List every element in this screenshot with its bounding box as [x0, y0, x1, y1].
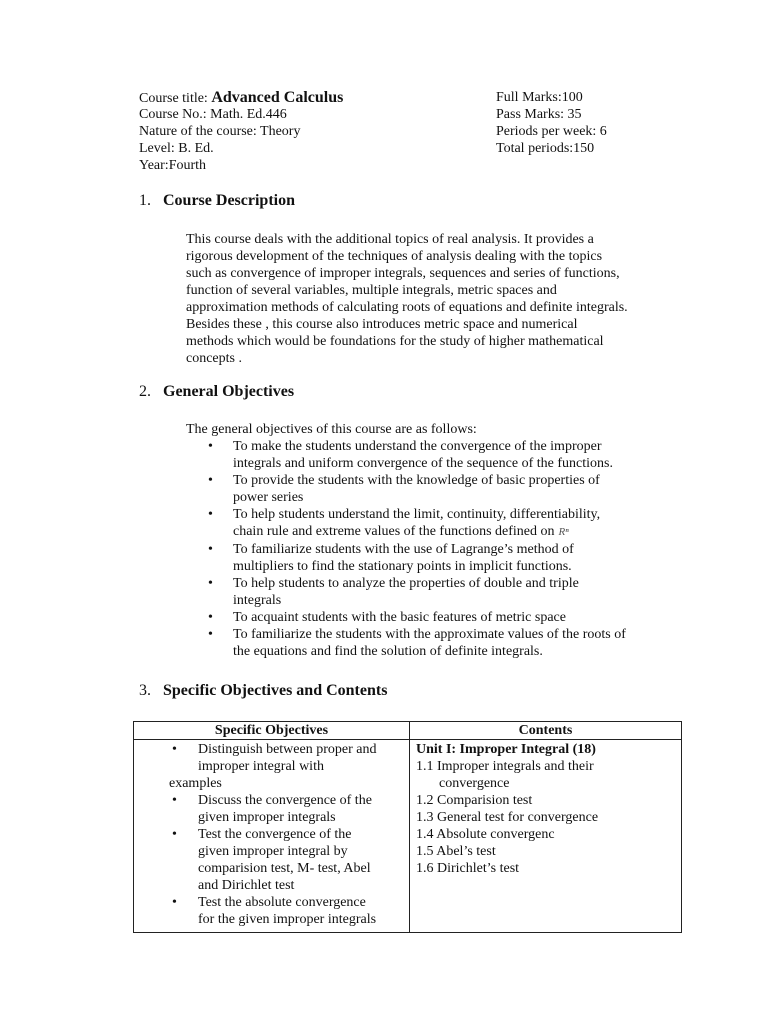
section-number: 2.: [139, 383, 151, 400]
rn-symbol: Rⁿ: [558, 526, 569, 538]
description-line: This course deals with the additional topics of real analysis. It provides a: [186, 232, 594, 247]
periods-per-week: Periods per week: 6: [496, 124, 607, 139]
list-item: • Discuss the convergence of the given improper integrals: [134, 792, 409, 826]
course-info-right: [496, 89, 736, 157]
list-item: • To help students understand the limit, continuity, differentiability, chain rule and extreme values of the functions defined on Rⁿ: [186, 506, 686, 541]
course-title: Advanced Calculus: [211, 89, 344, 106]
list-item: • To help students to analyze the properties of double and triple integrals: [186, 575, 686, 609]
section-title: Course Description: [163, 192, 295, 209]
description-line: function of several variables, multiple integrals, metric spaces and: [186, 283, 557, 298]
total-periods: Total periods:150: [496, 141, 595, 156]
list-item: • Test the absolute convergence for the given improper integrals: [134, 894, 409, 928]
table-row: [134, 740, 682, 933]
content-item: 1.3 General test for convergence: [416, 810, 599, 825]
list-item: • To provide the students with the knowledge of basic properties of power series: [186, 472, 686, 506]
list-item: • Test the convergence of the given improper integral by comparision test, M- test, Abel and Dirichlet test: [134, 826, 409, 894]
table-header-row: [134, 722, 682, 740]
course-number: Course No.: Math. Ed.446: [139, 107, 287, 122]
specific-objectives-cell: [134, 740, 410, 933]
list-item: • To familiarize the students with the approximate values of the roots of the equations and find the solution of definite integrals.: [186, 626, 686, 660]
description-line: Besides these , this course also introduces metric space and numerical: [186, 317, 578, 332]
objectives-contents-table: [133, 721, 682, 933]
description-line: concepts .: [186, 351, 242, 366]
content-item: 1.2 Comparision test: [416, 793, 533, 808]
list-item: • To familiarize students with the use of Lagrange’s method of multipliers to find the stationary points in implicit functions.: [186, 541, 686, 575]
col-header-objectives: Specific Objectives: [134, 722, 410, 740]
course-info-left: [139, 89, 479, 174]
course-title-line: [139, 89, 479, 106]
contents-cell: [410, 740, 682, 933]
description-line: methods which would be foundations for the study of higher mathematical: [186, 334, 604, 349]
content-item: 1.1 Improper integrals and their convergence: [416, 759, 594, 791]
section-title: Specific Objectives and Contents: [163, 682, 388, 699]
description-line: rigorous development of the techniques of analysis dealing with the topics: [186, 249, 603, 264]
content-item: 1.4 Absolute convergenc: [416, 827, 555, 842]
list-item: • Distinguish between proper and improper integral with examples: [134, 741, 409, 792]
section-number: 3.: [139, 682, 151, 699]
section-title: General Objectives: [163, 383, 295, 400]
general-objectives: [186, 421, 686, 660]
list-item: • To acquaint students with the basic features of metric space: [186, 609, 686, 626]
objectives-intro: The general objectives of this course are as follows:: [186, 422, 477, 437]
description-line: approximation methods of calculating roots of equations and definite integrals.: [186, 300, 628, 315]
list-item: • To make the students understand the convergence of the improper integrals and uniform convergence of the sequence of the functions.: [186, 438, 686, 472]
course-level: Level: B. Ed.: [139, 141, 214, 156]
pass-marks: Pass Marks: 35: [496, 107, 582, 122]
section-heading-description: [139, 192, 295, 209]
course-year: Year:Fourth: [139, 158, 207, 173]
section-number: 1.: [139, 192, 151, 209]
content-item: 1.5 Abel’s test: [416, 844, 496, 859]
col-header-contents: Contents: [410, 722, 682, 740]
course-nature: Nature of the course: Theory: [139, 124, 301, 139]
section-heading-specific: [139, 682, 387, 699]
section-heading-objectives: [139, 383, 294, 400]
full-marks: Full Marks:100: [496, 90, 583, 105]
objectives-list: [186, 438, 686, 660]
unit-title: Unit I: Improper Integral (18): [416, 742, 596, 757]
description-line: such as convergence of improper integrals, sequences and series of functions,: [186, 266, 620, 281]
content-item: 1.6 Dirichlet’s test: [416, 861, 520, 876]
course-description: [186, 231, 656, 367]
course-title-label: Course title:: [139, 91, 212, 106]
